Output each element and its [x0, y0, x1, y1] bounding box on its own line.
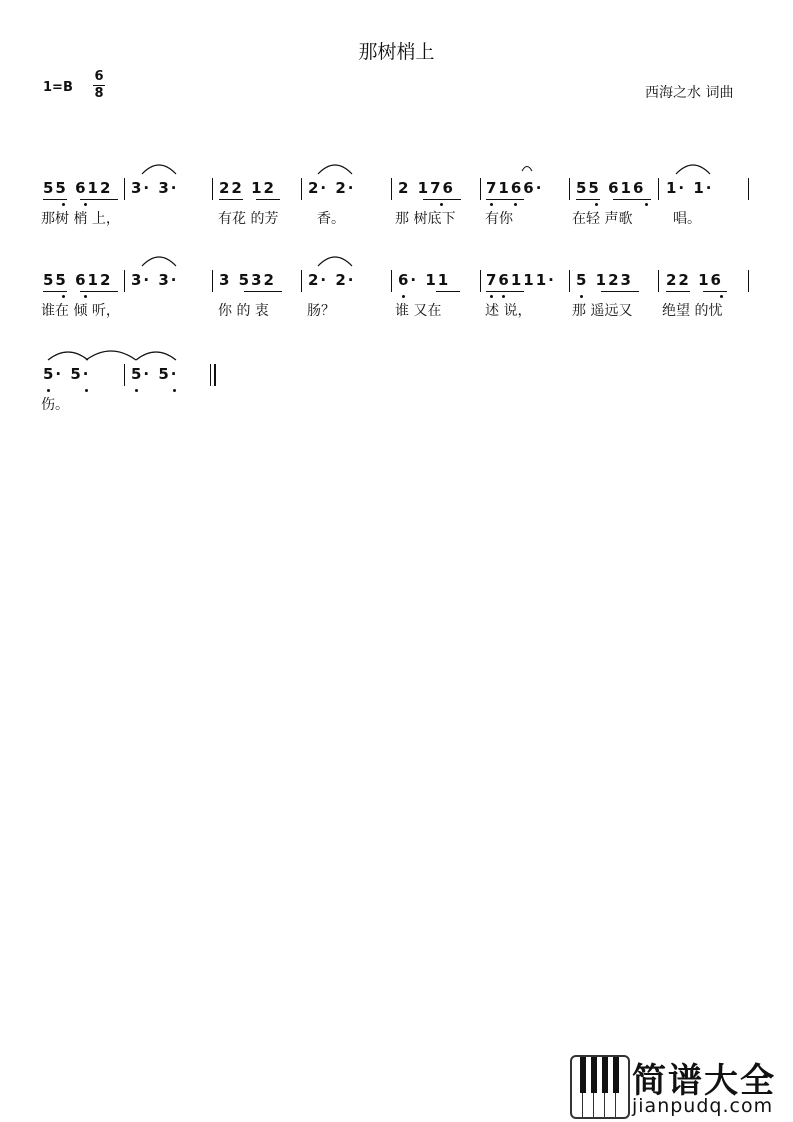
- logo-url-text: jianpudq.com: [632, 1095, 774, 1117]
- slur-mark: [84, 342, 138, 362]
- barline: [658, 270, 659, 292]
- black-key: [613, 1057, 619, 1093]
- low-octave-dot: [490, 203, 493, 206]
- beam-underline: [576, 199, 600, 200]
- beam-underline: [80, 291, 118, 292]
- measure-notes: 7166·: [486, 179, 544, 197]
- measure-notes: 1· 1·: [666, 179, 714, 197]
- measure-notes: 22 12: [219, 179, 276, 197]
- barline: [124, 178, 125, 200]
- slur-mark: [140, 248, 178, 268]
- lyrics-row: [0, 394, 793, 416]
- low-octave-dot: [502, 295, 505, 298]
- slur-mark: [674, 156, 712, 176]
- measure-notes: 55 616: [576, 179, 646, 197]
- lyric-text: 谁在 倾 听，: [41, 303, 120, 319]
- measure-notes: 76111·: [486, 271, 556, 289]
- low-octave-dot: [580, 295, 583, 298]
- measure-notes: 55 612: [43, 271, 113, 289]
- lyric-text: 述 说，: [485, 303, 532, 319]
- measure-notes: 5 123: [576, 271, 633, 289]
- composer-credit: 西海之水 词曲: [645, 85, 734, 101]
- time-signature-bottom: 8: [94, 86, 104, 101]
- black-key: [602, 1057, 608, 1093]
- black-key: [580, 1057, 586, 1093]
- final-barline-thin: [210, 364, 211, 386]
- lyrics-row: [0, 300, 793, 322]
- fermata-mark: [521, 162, 533, 172]
- lyrics-row: [0, 208, 793, 230]
- measure-notes: 22 16: [666, 271, 723, 289]
- lyric-text: 有你: [485, 211, 513, 227]
- lyric-text: 你 的 衷: [218, 303, 269, 319]
- slur-mark: [316, 156, 354, 176]
- site-logo[interactable]: [568, 1051, 793, 1122]
- song-title: 那树梢上: [358, 41, 435, 63]
- barline: [569, 178, 570, 200]
- barline: [391, 178, 392, 200]
- low-octave-dot: [402, 295, 405, 298]
- lyric-text: 绝望 的忧: [662, 303, 723, 319]
- barline: [124, 270, 125, 292]
- beam-underline: [703, 291, 727, 292]
- barline: [658, 178, 659, 200]
- beam-underline: [244, 291, 282, 292]
- low-octave-dot: [720, 295, 723, 298]
- slur-mark: [140, 156, 178, 176]
- low-octave-dot: [84, 295, 87, 298]
- notation-row: [0, 172, 793, 212]
- final-barline: [210, 364, 216, 386]
- low-octave-dot: [62, 203, 65, 206]
- score-system-2: [0, 264, 793, 334]
- score-system-1: [0, 172, 793, 242]
- low-octave-dot: [47, 389, 50, 392]
- lyric-text: 那树 梢 上，: [41, 211, 120, 227]
- barline: [212, 178, 213, 200]
- slur-mark: [134, 342, 178, 362]
- beam-underline: [613, 199, 651, 200]
- notation-row: [0, 264, 793, 304]
- lyric-text: 有花 的芳: [218, 211, 279, 227]
- notation-row: [0, 358, 793, 398]
- logo-chinese-text: 简谱大全: [632, 1061, 776, 1101]
- barline: [124, 364, 125, 386]
- lyric-text: 肠？: [307, 303, 335, 319]
- measure-notes: 2 176: [398, 179, 455, 197]
- lyric-text: 那 树底下: [395, 211, 456, 227]
- beam-underline: [486, 199, 524, 200]
- low-octave-dot: [85, 389, 88, 392]
- beam-underline: [256, 199, 280, 200]
- beam-underline: [436, 291, 460, 292]
- low-octave-dot: [173, 389, 176, 392]
- measure-notes: 2· 2·: [308, 271, 356, 289]
- barline: [480, 178, 481, 200]
- score-system-3: [0, 358, 793, 428]
- beam-underline: [43, 291, 67, 292]
- measure-notes: 3 532: [219, 271, 276, 289]
- time-signature-top: 6: [94, 69, 104, 84]
- measure-notes: 3· 3·: [131, 179, 179, 197]
- low-octave-dot: [595, 203, 598, 206]
- lyric-text: 香。: [317, 211, 345, 227]
- beam-underline: [486, 291, 524, 292]
- low-octave-dot: [84, 203, 87, 206]
- beam-underline: [219, 199, 243, 200]
- measure-notes: 2· 2·: [308, 179, 356, 197]
- lyric-text: 伤。: [41, 397, 69, 413]
- barline: [748, 178, 749, 200]
- barline: [569, 270, 570, 292]
- low-octave-dot: [440, 203, 443, 206]
- black-key: [591, 1057, 597, 1093]
- barline: [301, 270, 302, 292]
- barline: [391, 270, 392, 292]
- time-signature: [91, 70, 107, 101]
- low-octave-dot: [135, 389, 138, 392]
- measure-notes: 55 612: [43, 179, 113, 197]
- low-octave-dot: [490, 295, 493, 298]
- lyric-text: 在轻 声歌: [572, 211, 633, 227]
- measure-notes: 5· 5·: [131, 365, 179, 383]
- beam-underline: [423, 199, 461, 200]
- barline: [301, 178, 302, 200]
- low-octave-dot: [62, 295, 65, 298]
- beam-underline: [80, 199, 118, 200]
- measure-notes: 3· 3·: [131, 271, 179, 289]
- slur-mark: [316, 248, 354, 268]
- lyric-text: 谁 又在: [395, 303, 442, 319]
- barline: [480, 270, 481, 292]
- beam-underline: [43, 199, 67, 200]
- low-octave-dot: [645, 203, 648, 206]
- measure-notes: 6· 11: [398, 271, 451, 289]
- beam-underline: [601, 291, 639, 292]
- beam-underline: [666, 291, 690, 292]
- piano-keys-icon: [570, 1055, 630, 1119]
- lyric-text: 唱。: [673, 211, 701, 227]
- final-barline-thick: [214, 364, 216, 386]
- key-signature: 1=B: [43, 80, 73, 95]
- low-octave-dot: [514, 203, 517, 206]
- barline: [212, 270, 213, 292]
- measure-notes: 5· 5·: [43, 365, 91, 383]
- barline: [748, 270, 749, 292]
- lyric-text: 那 遥远又: [572, 303, 633, 319]
